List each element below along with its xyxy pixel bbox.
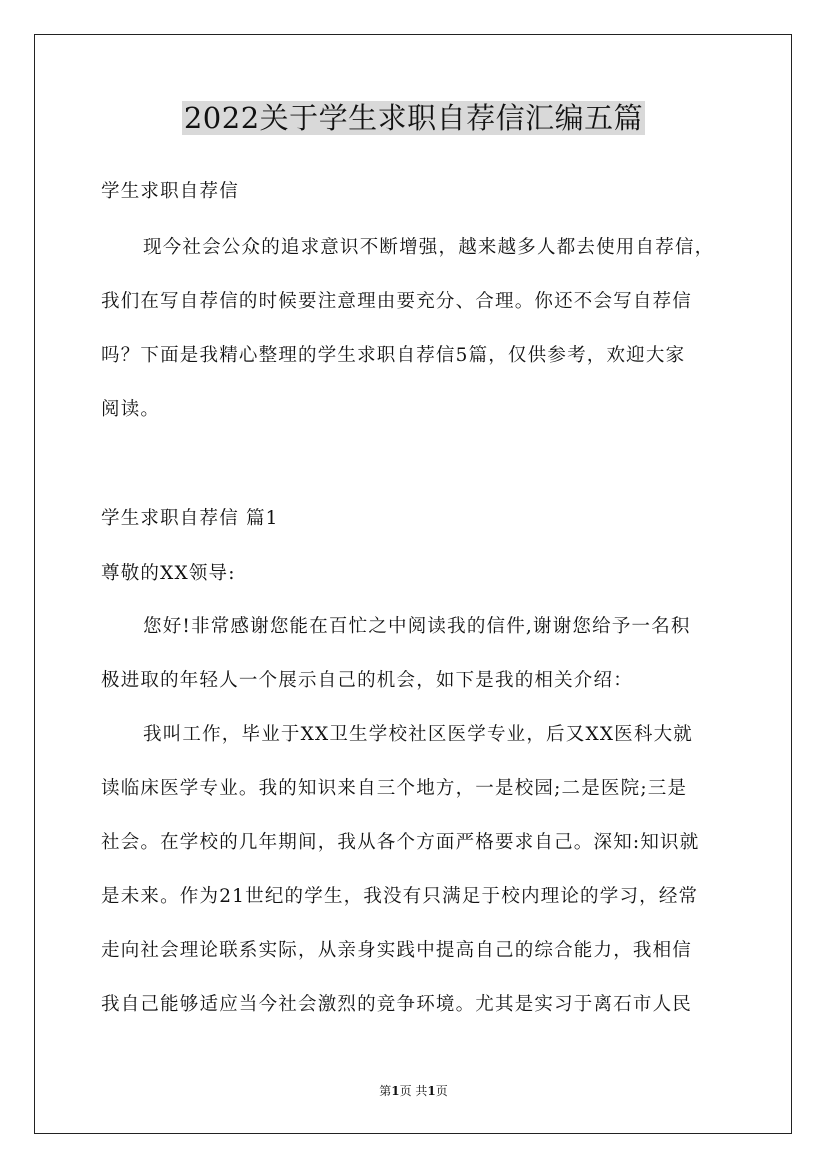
paragraph1-line-2: 极进取的年轻人一个展示自己的机会，如下是我的相关介绍： (101, 670, 633, 691)
intro-heading: 学生求职自荐信 (101, 181, 239, 202)
paragraph1-line-1: 您好!非常感谢您能在百忙之中阅读我的信件,谢谢您给予一名积 (143, 616, 691, 637)
document-title-container (0, 98, 827, 138)
footer-middle: 页 共 (399, 1084, 428, 1098)
salutation: 尊敬的XX领导: (101, 563, 236, 584)
paragraph2-line-5: 走向社会理论联系实际，从亲身实践中提高自己的综合能力，我相信 (101, 940, 693, 961)
paragraph2-line-2: 读临床医学专业。我的知识来自三个地方，一是校园;二是医院;三是 (101, 778, 688, 799)
footer-prefix: 第 (379, 1084, 392, 1098)
section-heading: 学生求职自荐信 篇1 (101, 508, 279, 529)
intro-line-3: 吗？下面是我精心整理的学生求职自荐信5篇，仅供参考，欢迎大家 (101, 345, 686, 366)
intro-line-4: 阅读。 (101, 399, 161, 420)
paragraph2-line-6: 我自己能够适应当今社会激烈的竞争环境。尤其是实习于离石市人民 (101, 994, 693, 1015)
footer-page-total: 1 (427, 1084, 436, 1098)
footer-suffix: 页 (435, 1084, 448, 1098)
footer-page-number: 1 (391, 1084, 400, 1098)
page-footer (0, 1082, 827, 1100)
paragraph2-line-1: 我叫工作，毕业于XX卫生学校社区医学专业，后又XX医科大就 (143, 724, 693, 745)
paragraph2-line-4: 是未来。作为21世纪的学生，我没有只满足于校内理论的学习，经常 (101, 886, 699, 907)
intro-line-1: 现今社会公众的追求意识不断增强，越来越多人都去使用自荐信， (143, 237, 715, 258)
intro-line-2: 我们在写自荐信的时候要注意理由要充分、合理。你还不会写自荐信 (101, 291, 693, 312)
paragraph2-line-3: 社会。在学校的几年期间，我从各个方面严格要求自己。深知:知识就 (101, 832, 700, 853)
document-title: 2022关于学生求职自荐信汇编五篇 (183, 101, 644, 135)
